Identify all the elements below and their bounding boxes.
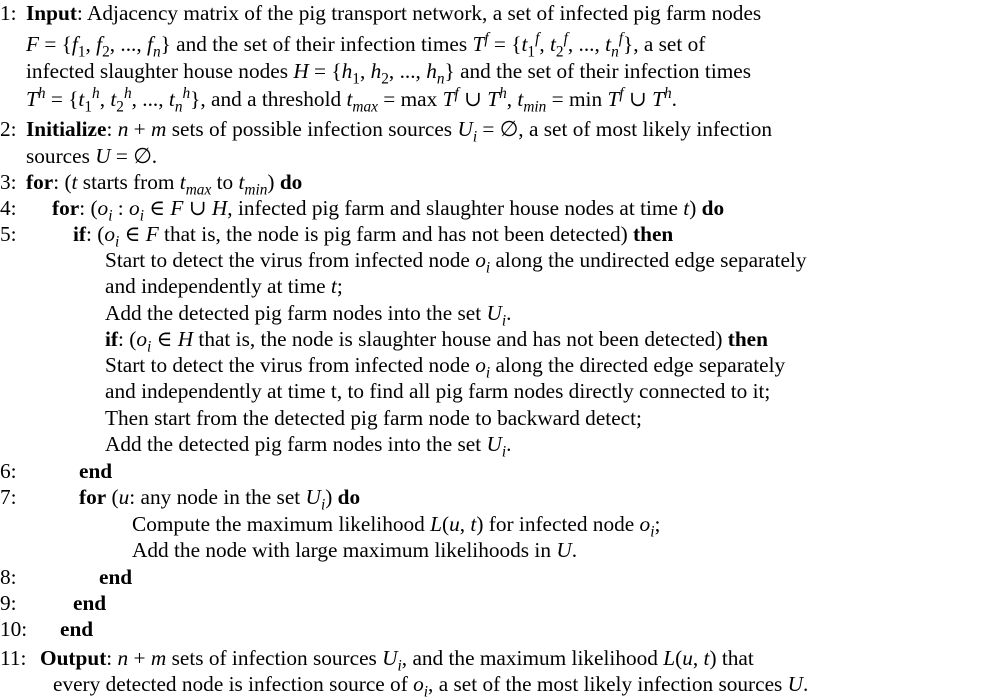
line-text: $T^h = \{t_1^h$, $t_2^h$, ..., $t_n^h$}, and a threshold $t_{max} = \max T^f$ ∪ $T^h$, $t_{min} = \min T^f$ ∪ $T^h$.	[26, 84, 677, 116]
line-number: 10:	[0, 617, 28, 641]
line-number: 8:	[0, 565, 17, 589]
keyword-do: do	[337, 485, 361, 509]
line-text: n + m sets of infection sources $U_i$, and the maximum likelihood L(u, t) that	[117, 646, 754, 675]
keyword-end: end	[79, 459, 113, 483]
line-text: ($o_i$ ∈ F that is, the node is pig farm and has not been detected)	[97, 222, 628, 251]
keyword-if: if	[73, 222, 87, 246]
keyword-for: for	[26, 170, 54, 194]
line-number: 9:	[0, 591, 17, 615]
line-text: ($o_i$ ∈ H that is, the node is slaughter house and has not been detected)	[129, 327, 723, 356]
line-text: (u: any node in the set $U_i$)	[111, 485, 333, 514]
keyword-initialize: Initialize	[26, 117, 107, 141]
keyword-for: for	[79, 485, 107, 509]
line-text: ($o_i$ : $o_i$ ∈ F ∪ H, infected pig farm and slaughter house nodes at time t)	[90, 196, 697, 225]
line-text: Adjacency matrix of the pig transport network, a set of infected pig farm nodes	[87, 1, 762, 25]
line-text: every detected node is infection source of $o_i$, a set of the most likely infection sources U.	[53, 672, 809, 700]
line-text: Start to detect the virus from infected node $o_i$ along the undirected edge separately	[105, 248, 807, 277]
algorithm-block: 1: Input: Adjacency matrix of the pig transport network, a set of infected pig farm nodes $F = \{f_1$, $f_2$, ..., $f_n$} and the set of their infection times $T^f = \{t_1^f$, $t_2^f$, ..., $t_n^f$}, a set of infected slaughter house nodes $H = \{h_1$, $h_2$, ..., $h_n$} and the set of their infection times $T^h = \{t_1^h$, $t_2^h$, ..., $t_n^h$}, and a threshold $t_{max} = \max T^f$ ∪ $T^h$, $t_{min} = \min T^f$ ∪ $T^h$. 2: Initialize: n + m sets of possible infection sources $U_i$ = ∅, a set of most likely infection sources U = ∅. 3: for: (t starts from $t_{max}$ to $t_{min}$) do 4: for: ($o_i$ : $o_i$ ∈ F ∪ H, infected pig farm and slaughter house nodes at time t) do 5: if: ($o_i$ ∈ F that is, the node is pig farm and has not been detected) then Start to detect the virus from infected node $o_i$ along the undirected edge separately and independently at time t; Add the detected pig farm nodes into the set $U_i$. if: ($o_i$ ∈ H that is, the node is slaughter house and has not been detected) then Start to detect the virus from infected node $o_i$ along the directed edge separately and independently at time t, to find all pig farm nodes directly connected to it; Then start from the detected pig farm node to backward detect; Add the detected pig farm nodes into the set $U_i$. 6: end 7: for (u: any node in the set $U_i$) do Compute the maximum likelihood L(u, t) for infected node $o_i$; Add the node with large maximum likelihoods in U. 8: end 9: end 10: end 11: Output: n + m sets of infection sources $U_i$, and the maximum likelihood L(u, t) that every detected node is infection source of $o_i$, a set of the most likely infection sources U.	[0, 1, 809, 700]
line-text: (t starts from $t_{max}$ to $t_{min}$)	[64, 170, 275, 199]
line-text: $F = \{f_1$, $f_2$, ..., $f_n$} and the set of their infection times $T^f = \{t_1^f$, $t_2^f$, ..., $t_n^f$}, a set of	[26, 29, 706, 61]
line-text: Add the detected pig farm nodes into the set $U_i$.	[105, 432, 512, 461]
keyword-do: do	[279, 170, 303, 194]
line-text: sources U = ∅.	[26, 144, 158, 168]
line-text: Compute the maximum likelihood L(u, t) for infected node $o_i$;	[132, 512, 661, 541]
line-text: Add the detected pig farm nodes into the set $U_i$.	[105, 301, 512, 330]
keyword-end: end	[73, 591, 107, 615]
keyword-then: then	[727, 327, 768, 351]
line-text: Then start from the detected pig farm node to backward detect;	[105, 406, 642, 430]
keyword-do: do	[701, 196, 725, 220]
line-number: 11:	[0, 646, 27, 670]
line-text: Start to detect the virus from infected node $o_i$ along the directed edge separately	[105, 353, 786, 382]
line-number: 5:	[0, 222, 17, 246]
line-text: and independently at time t, to find all pig farm nodes directly connected to it;	[105, 379, 771, 403]
keyword-then: then	[633, 222, 674, 246]
line-number: 7:	[0, 485, 17, 509]
keyword-if: if	[105, 327, 119, 351]
keyword-for: for	[52, 196, 80, 220]
line-number: 3:	[0, 170, 17, 194]
keyword-end: end	[99, 565, 133, 589]
keyword-output: Output	[40, 646, 107, 670]
line-text: infected slaughter house nodes $H = \{h_1$, $h_2$, ..., $h_n$} and the set of their infection times	[26, 59, 752, 88]
line-text: n + m sets of possible infection sources $U_i$ = ∅, a set of most likely infection	[117, 117, 773, 146]
keyword-input: Input	[26, 1, 77, 25]
line-number: 2:	[0, 117, 17, 141]
line-number: 4:	[0, 196, 17, 220]
line-text: and independently at time t;	[105, 274, 343, 298]
line-number: 6:	[0, 459, 17, 483]
line-number: 1:	[0, 1, 17, 25]
keyword-end: end	[60, 617, 94, 641]
line-text: Add the node with large maximum likelihoods in U.	[132, 538, 578, 562]
